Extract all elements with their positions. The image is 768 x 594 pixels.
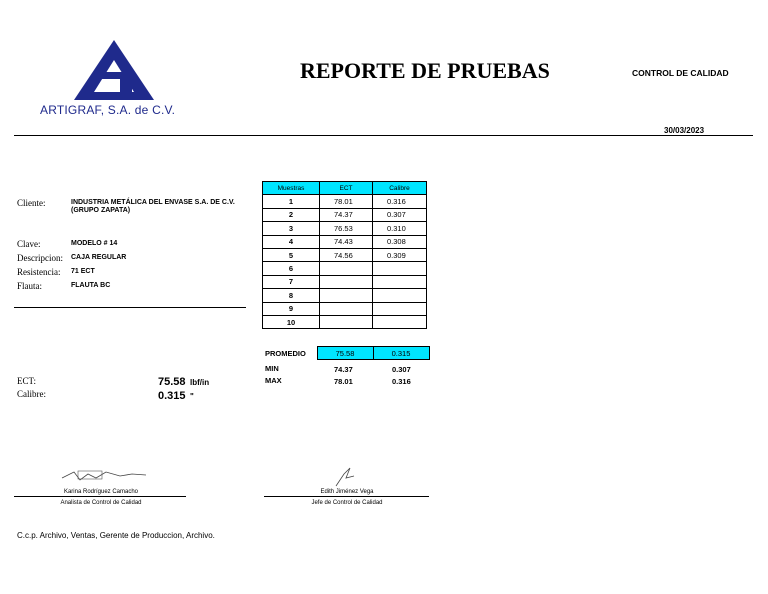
sample-ect: 74.37 [320, 208, 373, 221]
left-signature-line [14, 496, 186, 497]
left-signature-image [60, 466, 150, 486]
promedio-label: PROMEDIO [265, 348, 306, 358]
right-signer-title: Jefe de Control de Calidad [311, 500, 383, 506]
company-logo [68, 38, 160, 102]
sample-number: 7 [263, 275, 320, 288]
left-signer-name: Karina Rodríguez Camacho [63, 489, 139, 495]
min-ect: 74.37 [334, 365, 353, 374]
sample-number: 1 [263, 195, 320, 208]
cliente-value-line1: INDUSTRIA METÁLICA DEL ENVASE S.A. DE C.V. [71, 199, 235, 206]
table-header-row [263, 182, 427, 195]
sample-number: 9 [263, 302, 320, 315]
sample-ect: 76.53 [320, 222, 373, 235]
table-row [263, 289, 427, 302]
page-title: REPORTE DE PRUEBAS [300, 58, 550, 83]
sample-calibre: 0.310 [373, 222, 427, 235]
info-divider [14, 307, 246, 308]
sample-calibre: 0.316 [373, 195, 427, 208]
table-row [263, 275, 427, 288]
clave-label: Clave: [17, 239, 41, 249]
result-calibre [158, 386, 194, 404]
sample-number: 10 [263, 315, 320, 328]
table-row [263, 262, 427, 275]
sample-calibre: 0.308 [373, 235, 427, 248]
report-date: 30/03/2023 [664, 126, 705, 135]
result-calibre-value: 0.315 [158, 390, 186, 402]
table-row [263, 248, 427, 261]
cliente-label: Cliente: [17, 198, 46, 208]
sample-calibre [373, 289, 427, 302]
descripcion-label: Descripcion: [17, 253, 63, 263]
clave-value: MODELO # 14 [71, 240, 118, 247]
right-signature-line [264, 496, 429, 497]
sample-ect: 74.43 [320, 235, 373, 248]
sample-number: 6 [263, 262, 320, 275]
max-calibre: 0.316 [392, 377, 411, 386]
promedio-row [262, 346, 430, 360]
min-calibre: 0.307 [392, 365, 411, 374]
sample-ect: 78.01 [320, 195, 373, 208]
sample-calibre [373, 315, 427, 328]
sample-calibre: 0.309 [373, 248, 427, 261]
header-muestras: Muestras [263, 182, 320, 195]
sample-number: 8 [263, 289, 320, 302]
sample-calibre [373, 275, 427, 288]
right-signature-image [332, 464, 362, 490]
resistencia-label: Resistencia: [17, 267, 61, 277]
sample-ect [320, 262, 373, 275]
result-calibre-unit: " [189, 392, 194, 401]
sample-ect [320, 315, 373, 328]
promedio-ect: 75.58 [317, 347, 373, 360]
promedio-calibre: 0.315 [373, 347, 429, 360]
company-name: ARTIGRAF, S.A. de C.V. [40, 103, 176, 117]
department-label: CONTROL DE CALIDAD [632, 68, 729, 78]
sample-calibre [373, 262, 427, 275]
cliente-value-line2: (GRUPO ZAPATA) [71, 207, 131, 214]
result-ect-label: ECT: [17, 376, 37, 386]
sample-number: 4 [263, 235, 320, 248]
sample-ect [320, 302, 373, 315]
samples-table [262, 181, 427, 329]
result-ect-value: 75.58 [158, 376, 186, 388]
sample-ect: 74.56 [320, 248, 373, 261]
header-ect: ECT [320, 182, 373, 195]
flauta-label: Flauta: [17, 281, 42, 291]
table-row [263, 195, 427, 208]
table-row [263, 222, 427, 235]
header-calibre: Calibre [373, 182, 427, 195]
sample-ect [320, 289, 373, 302]
left-signer-title: Analista de Control de Calidad [60, 500, 142, 506]
descripcion-value: CAJA REGULAR [71, 254, 127, 261]
resistencia-value: 71 ECT [71, 268, 95, 275]
sample-calibre: 0.307 [373, 208, 427, 221]
sample-number: 3 [263, 222, 320, 235]
sample-ect [320, 275, 373, 288]
max-label: MAX [265, 376, 282, 385]
result-calibre-label: Calibre: [17, 389, 46, 399]
table-row [263, 302, 427, 315]
right-signer-name: Edith Jiménez Vega [320, 489, 374, 495]
table-row [263, 315, 427, 328]
min-label: MIN [265, 364, 279, 373]
table-row [263, 235, 427, 248]
max-ect: 78.01 [334, 377, 353, 386]
sample-number: 5 [263, 248, 320, 261]
sample-number: 2 [263, 208, 320, 221]
header-divider [14, 135, 753, 136]
sample-calibre [373, 302, 427, 315]
copy-recipients: C.c.p. Archivo, Ventas, Gerente de Produccion, Archivo. [17, 531, 215, 540]
flauta-value: FLAUTA BC [71, 282, 111, 289]
table-row [263, 208, 427, 221]
result-ect-unit: lbf/in [189, 378, 210, 387]
